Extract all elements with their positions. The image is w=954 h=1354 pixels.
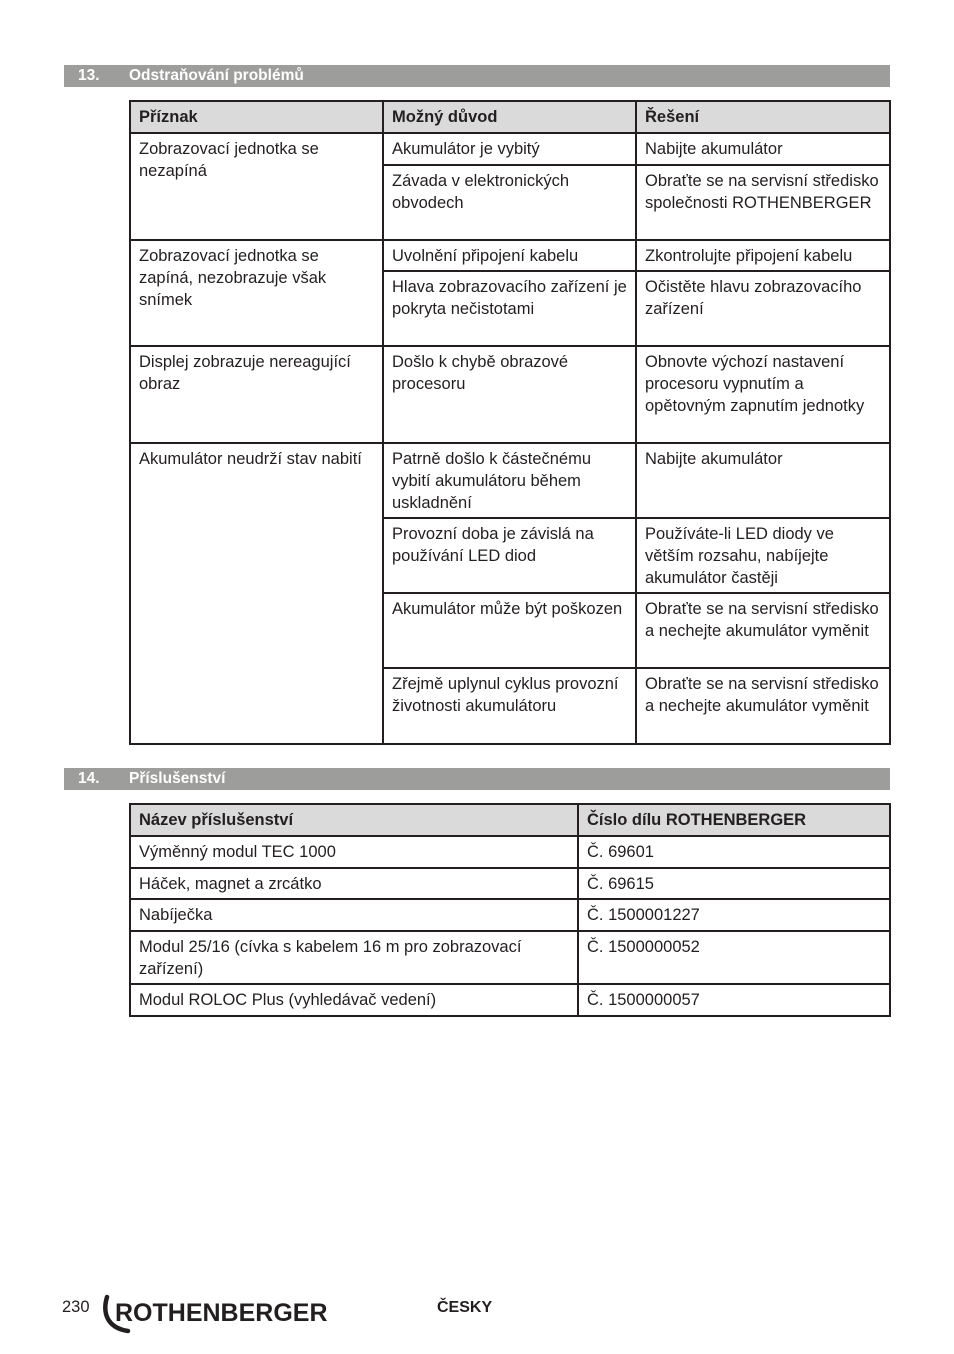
cause-cell: Zřejmě uplynul cyklus provozní životnosti akumulátoru [383,668,636,744]
cause-cell: Akumulátor je vybitý [383,133,636,165]
section-14-heading [64,768,890,790]
part-number-cell: Č. 1500001227 [578,899,890,931]
table-row [130,346,890,443]
table-row [130,133,890,165]
accessory-name-cell: Modul 25/16 (cívka s kabelem 16 m pro zobrazovací zařízení) [130,931,578,984]
header-symptom: Příznak [130,101,383,133]
solution-cell: Očistěte hlavu zobrazovacího zařízení [636,271,890,346]
solution-cell: Obraťte se na servisní středisko a nechejte akumulátor vyměnit [636,668,890,744]
logo-wordmark: ROTHENBERGER [115,1299,328,1327]
part-number-cell: Č. 69615 [578,868,890,899]
part-number-cell: Č. 1500000057 [578,984,890,1016]
section-13-heading [64,65,890,87]
cause-cell: Uvolnění připojení kabelu [383,240,636,271]
cause-cell: Došlo k chybě obrazové procesoru [383,346,636,443]
section-14-title: Příslušenství [129,770,226,787]
header-solution: Řešení [636,101,890,133]
cause-cell: Závada v elektronických obvodech [383,165,636,240]
table-row [130,240,890,271]
cause-cell: Akumulátor může být poškozen [383,593,636,668]
solution-cell: Používáte-li LED diody ve větším rozsahu, nabíjejte akumulátor častěji [636,518,890,593]
table-row [130,984,890,1016]
accessory-name-cell: Nabíječka [130,899,578,931]
table-row [130,931,890,984]
troubleshooting-table [129,100,891,745]
solution-cell: Nabijte akumulátor [636,133,890,165]
accessory-name-cell: Modul ROLOC Plus (vyhledávač vedení) [130,984,578,1016]
cause-cell: Hlava zobrazovacího zařízení je pokryta nečistotami [383,271,636,346]
rothenberger-logo [102,1294,352,1334]
cause-cell: Provozní doba je závislá na používání LED diod [383,518,636,593]
accessory-name-cell: Výměnný modul TEC 1000 [130,836,578,868]
header-part-number: Číslo dílu ROTHENBERGER [578,804,890,836]
table-row [130,836,890,868]
page-number: 230 [62,1298,90,1316]
accessories-table [129,803,891,1017]
solution-cell: Nabijte akumulátor [636,443,890,518]
section-14-number: 14. [78,770,100,787]
accessories-header-row [130,804,890,836]
troubleshooting-header-row [130,101,890,133]
cause-cell: Patrně došlo k částečnému vybití akumulátoru během uskladnění [383,443,636,518]
part-number-cell: Č. 69601 [578,836,890,868]
table-row [130,899,890,931]
accessory-name-cell: Háček, magnet a zrcátko [130,868,578,899]
part-number-cell: Č. 1500000052 [578,931,890,984]
solution-cell: Obraťte se na servisní středisko a nechejte akumulátor vyměnit [636,593,890,668]
section-13-number: 13. [78,67,100,84]
symptom-cell: Zobrazovací jednotka se zapíná, nezobrazuje však snímek [130,240,383,346]
solution-cell: Obnovte výchozí nastavení procesoru vypnutím a opětovným zapnutím jednotky [636,346,890,443]
solution-cell: Zkontrolujte připojení kabelu [636,240,890,271]
solution-cell: Obraťte se na servisní středisko společnosti ROTHENBERGER [636,165,890,240]
language-label: ČESKY [437,1299,493,1316]
symptom-cell: Akumulátor neudrží stav nabití [130,443,383,744]
table-row [130,443,890,518]
header-accessory-name: Název příslušenství [130,804,578,836]
header-cause: Možný důvod [383,101,636,133]
table-row [130,868,890,899]
symptom-cell: Displej zobrazuje nereagující obraz [130,346,383,443]
symptom-cell: Zobrazovací jednotka se nezapíná [130,133,383,240]
section-13-title: Odstraňování problémů [129,67,304,84]
